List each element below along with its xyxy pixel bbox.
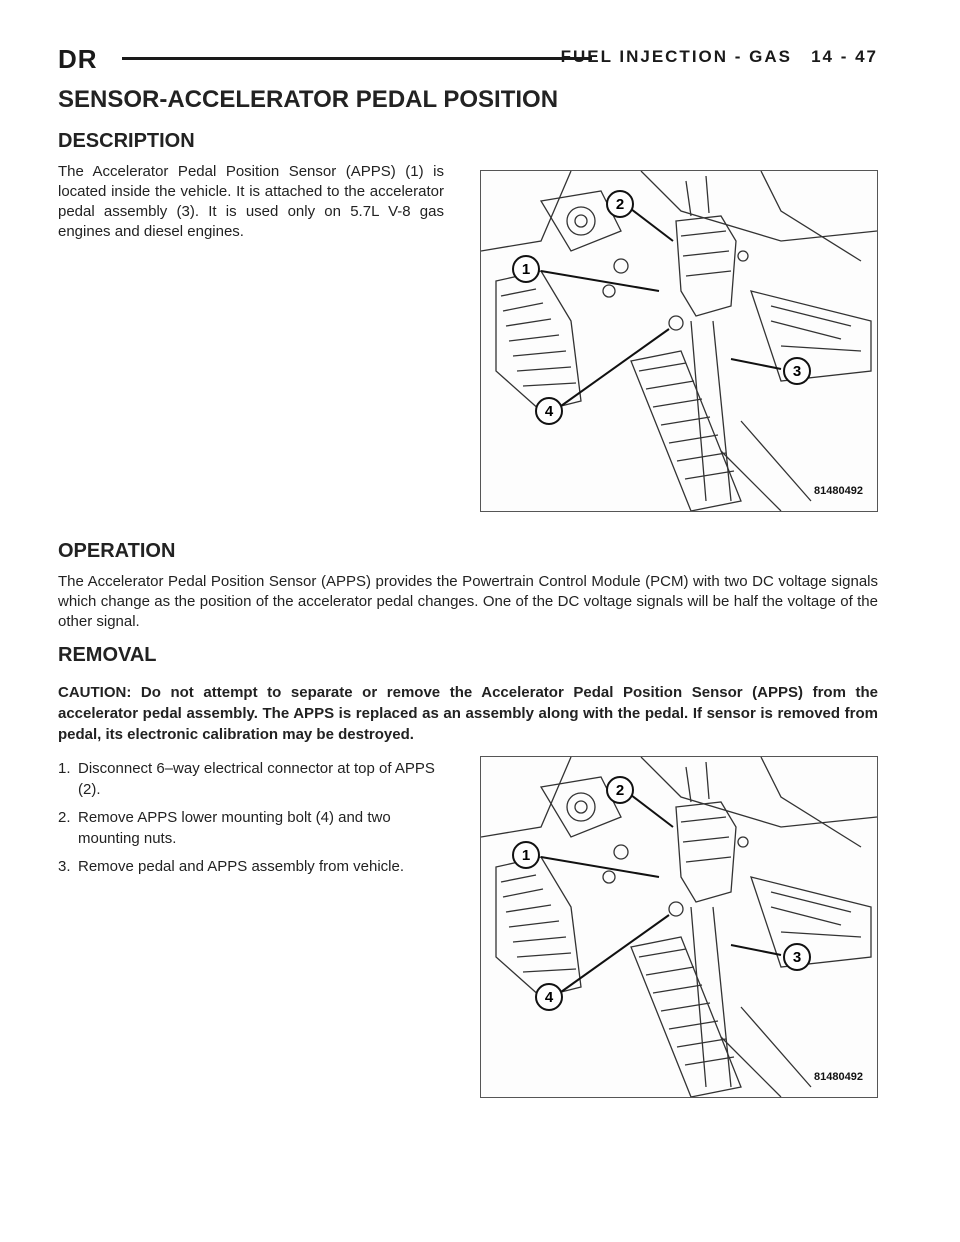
step-number: 2. — [58, 809, 71, 826]
operation-heading: OPERATION — [58, 540, 176, 562]
caution-text: CAUTION: Do not attempt to separate or remove the Accelerator Pedal Position Sensor (APPS) from the accelerator pedal assembly. The APPS is replaced as an assembly along with the pedal. If sensor is removed from pedal, its electronic calibration may be destroyed. — [58, 684, 878, 743]
step-text: Disconnect 6–way electrical connector at top of APPS (2). — [78, 760, 435, 798]
header-rule — [122, 57, 592, 60]
step-text: Remove APPS lower mounting bolt (4) and two mounting nuts. — [78, 809, 391, 847]
header-model: DR — [58, 44, 98, 74]
figure-id: 81480492 — [814, 485, 863, 497]
callout-4: 4 — [544, 403, 554, 420]
page-header — [58, 42, 878, 76]
page-title: SENSOR-ACCELERATOR PEDAL POSITION — [58, 86, 559, 113]
callout-1: 1 — [521, 261, 531, 278]
callout-2: 2 — [615, 196, 625, 213]
step-text: Remove pedal and APPS assembly from vehicle. — [78, 858, 404, 875]
figure-id: 81480492 — [814, 1071, 863, 1083]
step-number: 3. — [58, 858, 71, 875]
figure-apps-location — [480, 170, 878, 512]
list-item — [58, 807, 444, 849]
step-number: 1. — [58, 760, 71, 777]
description-text: The Accelerator Pedal Position Sensor (APPS) (1) is located inside the vehicle. It is attached to the accelerator pedal assembly (3). It is used only on 5.7L V-8 gas engines and diesel engines. — [58, 163, 444, 240]
header-section-title: FUEL INJECTION - GAS — [560, 47, 792, 66]
list-item — [58, 856, 444, 877]
callout-3: 3 — [792, 363, 802, 380]
pedal-illustration — [481, 171, 877, 511]
pedal-illustration — [481, 757, 877, 1097]
callout-4: 4 — [544, 989, 554, 1006]
removal-heading: REMOVAL — [58, 644, 157, 666]
callout-1: 1 — [521, 847, 531, 864]
list-item — [58, 758, 444, 800]
figure-apps-removal — [480, 756, 878, 1098]
description-heading: DESCRIPTION — [58, 130, 195, 152]
callout-3: 3 — [792, 949, 802, 966]
removal-steps — [58, 758, 444, 884]
operation-text: The Accelerator Pedal Position Sensor (APPS) provides the Powertrain Control Module (PCM) with two DC voltage signals which change as the position of the accelerator pedal changes. One of the DC voltage signals will be half the voltage of the other signal. — [58, 573, 878, 630]
callout-2: 2 — [615, 782, 625, 799]
header-page-number: 14 - 47 — [811, 47, 878, 66]
